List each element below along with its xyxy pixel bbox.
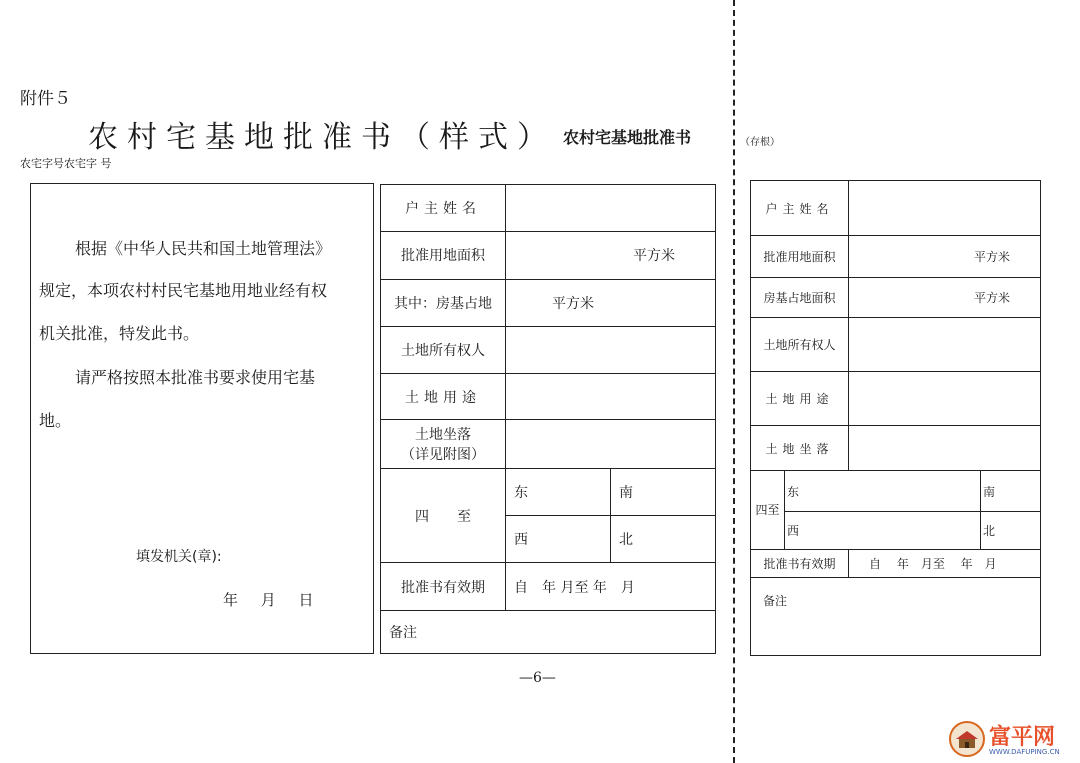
footprint-label: 其中：房基占地 bbox=[381, 279, 506, 326]
certificate-line-2: 规定，本项农村村民宅基地用地业经有权 bbox=[39, 281, 328, 300]
east-label: 东 bbox=[514, 484, 528, 501]
stub-remarks-field[interactable] bbox=[751, 578, 1041, 656]
validity-label: 批准书有效期 bbox=[381, 563, 506, 610]
stub-approved-area-label: 批准用地面积 bbox=[751, 236, 849, 278]
owner-rights-label: 土地所有权人 bbox=[381, 326, 506, 373]
south-label: 南 bbox=[619, 484, 633, 501]
stub-land-use-field[interactable] bbox=[849, 372, 1041, 426]
stub-north-field[interactable] bbox=[981, 512, 1041, 550]
stub-location-label: 土地坐落 bbox=[751, 426, 849, 471]
west-label: 西 bbox=[514, 532, 528, 549]
east-field[interactable] bbox=[506, 468, 611, 515]
stub-east-label: 东 bbox=[787, 484, 800, 499]
location-field[interactable] bbox=[506, 420, 716, 468]
stub-footprint-label: 房基占地面积 bbox=[751, 278, 849, 318]
footprint-field[interactable] bbox=[506, 279, 716, 326]
stub-west-field[interactable] bbox=[785, 512, 981, 550]
stub-remarks-label: 备注 bbox=[763, 594, 788, 608]
tear-line bbox=[733, 0, 735, 763]
stub-title: 农村宅基地批准书 bbox=[563, 128, 692, 147]
page-number: —6— bbox=[519, 670, 556, 686]
certificate-line-3: 机关批准，特发此书。 bbox=[39, 324, 200, 343]
stub-east-field[interactable] bbox=[785, 471, 981, 512]
west-field[interactable] bbox=[506, 516, 611, 563]
land-use-label: 土地用途 bbox=[381, 374, 506, 420]
issuing-authority: 填发机关(章): bbox=[136, 549, 222, 565]
stub-validity-value: 自 年 月至 年 月 bbox=[869, 557, 997, 571]
stub-table bbox=[750, 180, 1041, 656]
stub-location-field[interactable] bbox=[849, 426, 1041, 471]
stub-approved-area-unit: 平方米 bbox=[974, 250, 1011, 264]
north-field[interactable] bbox=[611, 516, 716, 563]
approved-area-field[interactable] bbox=[506, 232, 716, 279]
south-field[interactable] bbox=[611, 468, 716, 515]
stub-label: （存根） bbox=[740, 137, 780, 148]
certificate-line-1: 根据《中华人民共和国土地管理法》 bbox=[75, 239, 332, 258]
issue-date: 年 月 日 bbox=[223, 591, 315, 609]
land-use-field[interactable] bbox=[506, 374, 716, 420]
location-label-text: 土地坐落 bbox=[415, 427, 471, 444]
validity-field[interactable] bbox=[506, 563, 716, 610]
site-logo[interactable] bbox=[949, 721, 1060, 761]
owner-name-field[interactable] bbox=[506, 185, 716, 232]
location-label bbox=[381, 420, 506, 468]
page-title: 农村宅基地批准书（样式） bbox=[88, 120, 556, 155]
certificate-text-box bbox=[30, 183, 374, 654]
stub-north-label: 北 bbox=[983, 524, 996, 538]
certificate-line-5: 地。 bbox=[39, 411, 72, 430]
validity-value: 自 年 月至 年 月 bbox=[514, 579, 635, 596]
remarks-label: 备注 bbox=[389, 624, 417, 641]
stub-land-use-label: 土地用途 bbox=[751, 372, 849, 426]
approved-area-unit: 平方米 bbox=[633, 248, 675, 265]
boundaries-label: 四 至 bbox=[381, 468, 506, 563]
stub-approved-area-field[interactable] bbox=[849, 236, 1041, 278]
stub-boundaries-label: 四至 bbox=[751, 471, 785, 550]
stub-south-field[interactable] bbox=[981, 471, 1041, 512]
logo-url: WWW.DAFUPING.CN bbox=[989, 748, 1060, 756]
stub-west-label: 西 bbox=[787, 524, 800, 538]
stub-owner-rights-label: 土地所有权人 bbox=[751, 318, 849, 372]
stub-owner-name-field[interactable] bbox=[849, 181, 1041, 236]
owner-rights-field[interactable] bbox=[506, 326, 716, 373]
attachment-label: 附件５ bbox=[20, 89, 71, 109]
stub-validity-label: 批准书有效期 bbox=[751, 550, 849, 578]
footprint-unit: 平方米 bbox=[552, 295, 594, 312]
stub-footprint-unit: 平方米 bbox=[974, 291, 1011, 305]
stub-south-label: 南 bbox=[983, 484, 996, 499]
stub-owner-rights-field[interactable] bbox=[849, 318, 1041, 372]
approved-area-label: 批准用地面积 bbox=[381, 232, 506, 279]
stub-footprint-field[interactable] bbox=[849, 278, 1041, 318]
doc-number: 农宅字号农宅字 号 bbox=[20, 157, 112, 170]
location-note: （详见附图） bbox=[401, 447, 485, 464]
north-label: 北 bbox=[619, 532, 633, 549]
certificate-line-4: 请严格按照本批准书要求使用宅基 bbox=[75, 368, 316, 387]
approval-table bbox=[380, 184, 716, 654]
logo-emblem-icon bbox=[949, 721, 985, 757]
stub-owner-name-label: 户主姓名 bbox=[751, 181, 849, 236]
remarks-field[interactable] bbox=[381, 610, 716, 653]
owner-name-label: 户主姓名 bbox=[381, 185, 506, 232]
stub-validity-field[interactable] bbox=[849, 550, 1041, 578]
logo-text: 富平网 bbox=[989, 725, 1056, 750]
